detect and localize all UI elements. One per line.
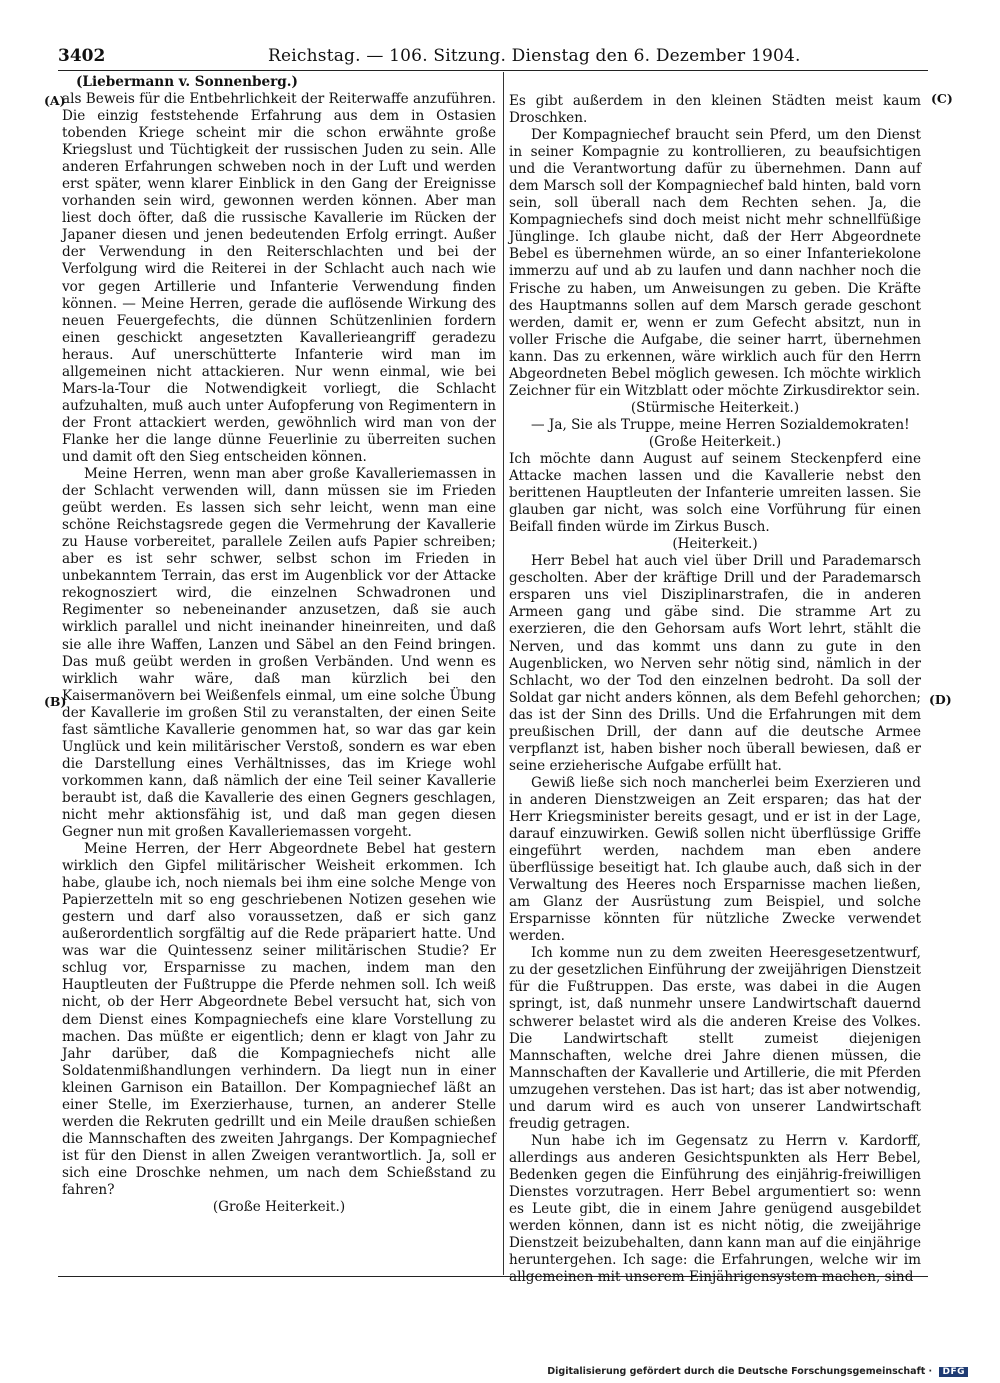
interjection: (Große Heiterkeit.) [648, 433, 782, 450]
header-rule [58, 70, 928, 71]
paragraph: Herr Bebel hat auch viel über Drill und Parademarsch gescholten. Aber der kräftige Drill und der Parademarsch ersparen uns viel Disziplinarstrafen, die in anderen Armeen gang und gäbe sind. Die stramme Art zu exerzieren, die den Gehorsam aufs Wort lehrt, stählt die Nerven, und das kommt uns dann zu gute in den Augenblicken, wo Nerven sehr nötig sind, nämlich in der Schlacht, wo der Tod den einzelnen bedroht. Da soll der Soldat gar nicht anders können, als dem Befehl gehorchen; das ist der Sinn des Drills. Und die Erfahrungen mit dem preußischen Drill, der dann auf die deutsche Armee verpflanzt ist, haben bisher noch überall bewiesen, daß er seine erzieherische Aufgabe erfüllt hat. [509, 553, 921, 774]
paragraph: Meine Herren, der Herr Abgeordnete Bebel hat gestern wirklich den Gipfel militärischer Weisheit erkommen. Ich habe, glaube ich, noch niemals bei ihm eine solche Menge von Papierzetteln mit so eng geschriebenen Notizen gesehen wie gestern und darf also voraussetzen, daß er sich ganz außerordentlich sorgfältig auf die Rede präpariert hatte. Und was war die Quintessenz seiner militärischen Studie? Er schlug vor, Ersparnisse zu machen, indem man den Hauptleuten der Fußtruppe die Pferde nehmen soll. Ich weiß nicht, ob der Herr Abgeordnete Bebel versucht hat, sich von dem Dienst eines Kompagniechefs eine klare Vorstellung zu machen. Das müßte er eigentlich; denn er klagt von Jahr zu Jahr darüber, daß die Kompagniechefs nicht alle Soldatenmißhandlungen verhindern. Da liegt nun in einer kleinen Garnison ein Bataillon. Der Kompagniechef läßt an einer Stelle, im Exerzierhause, turnen, an anderer Stelle werden die Rekruten gedrillt und ein Meile draußen schießen die Mannschaften des zweiten Jahrgangs. Der Kompagniechef ist für den Dienst in allen Zweigen verantwortlich. Ja, soll er sich eine Droschke nehmen, um nach dem Schießstand zu fahren? [62, 841, 496, 1198]
speaker-tag: (Liebermann v. Sonnenberg.) [76, 74, 298, 90]
paragraph: Ich komme nun zu dem zweiten Heeresgesetzentwurf, zu der gesetzlichen Einführung der zweijährigen Dienstzeit für die Fußtruppen. Das erste, was dabei in die Augen springt, ist, daß nunmehr unsere Landwirtschaft dauernd schwerer belastet wird als die anderen Kreise des Volkes. Die Landwirtschaft stellt zumeist diejenigen Mannschaften, welche drei Jahre dienen müssen, die Mannschaften der Kavallerie und Artillerie, die mit Pferden umzugehen verstehen. Das ist hart; das ist aber notwendig, und darum wird es auch von unserer Landwirtschaft freudig getragen. [509, 945, 922, 1132]
running-header [58, 44, 928, 68]
page-number: 3402 [58, 46, 106, 66]
dfg-logo: DFG [939, 1367, 968, 1377]
column-divider [503, 72, 504, 1275]
margin-label-c: (C) [931, 91, 953, 106]
digitization-credit [547, 1366, 968, 1380]
paragraph: Gewiß ließe sich noch mancherlei beim Exerzieren und in anderen Dienstzweigen an Zeit ersparen; das hat der Herr Kriegsminister bereits gesagt, und er ist in der Lage, darauf einzuwirken. Gewiß sollen nicht überflüssige Griffe eingeführt werden, nachdem man eben andere überflüssige beseitigt hat. Ich glaube auch, daß sich in der Verwaltung des Heeres noch Ersparnisse machen ließen, am Glanz der Ausrüstung zum Beispiel, und solche Ersparnisse könnten für nützliche Zwecke verwendet werden. [509, 774, 921, 945]
interjection: (Stürmische Heiterkeit.) [630, 399, 800, 416]
paragraph: Nun habe ich im Gegensatz zu Herrn v. Kardorff, allerdings aus anderen Gesichtspunkten als Herr Bebel, Bedenken gegen die Einführung des einjährig-freiwilligen Dienstes vorzutragen. Herr Bebel argumentiert so: wenn es Leute gibt, die in einem Jahre genügend ausgebildet werden können, dann ist es nicht nötig, die zweijährige Dienstzeit beizubehalten, dann kann man auf die einjährige heruntergehen. Ich sage: die Erfahrungen, welche wir im allgemeinen mit unserem Einjährigensystem machen, sind [509, 1132, 922, 1286]
margin-label-d: (D) [929, 692, 952, 707]
running-title: Reichstag. — 106. Sitzung. Dienstag den 6. Dezember 1904. [268, 46, 801, 66]
margin-label-b: (B) [44, 694, 67, 709]
right-column [509, 93, 921, 1286]
paragraph: als Beweis für die Entbehrlichkeit der Reiterwaffe anzuführen. Die einzig feststehende Erfahrung aus dem in Ostasien tobenden Kriege scheint mir die schon erwähnte große Kriegslust und Tüchtigkeit der russischen Juden zu sein. Alle anderen Erfahrungen schweben noch in der Luft und werden erst später, wenn klarer Einblick in den Gang der Ereignisse vorhanden sein wird, gewonnen werden können. Aber man liest doch öfter, daß die russische Kavallerie im Rücken der Japaner diesen und jenen bedeutenden Erfolg erringt. Außer der Verwendung in den Reiterschlachten und bei der Verfolgung wird die Reiterei in der Schlacht auch nach wie vor gegen Artillerie und Infanterie Verwendung finden können. — Meine Herren, gerade die auflösende Wirkung des neuen Feuergefechts, die dünnen Schützenlinien fordern einen geschickt angesetzten Kavallerieangriff geradezu heraus. Auf unerschütterte Infanterie wird man im allgemeinen nicht attackieren. Nur wenn einmal, wie bei Mars-la-Tour die Notwendigkeit vorliegt, die Schlacht aufzuhalten, muß auch unter Aufopferung von Regimentern in der Front attackiert werden, gewöhnlich wird man von der Flanke her die lange dünne Feuerlinie zu überreiten suchen und damit oft den Sieg entscheiden können. [62, 91, 496, 465]
paragraph: Es gibt außerdem in den kleinen Städten meist kaum Droschken. [509, 93, 921, 127]
paragraph: Ich möchte dann August auf seinem Steckenpferd eine Attacke machen lassen und die Kavallerie nebst den berittenen Hauptleuten der Infanterie umreiten lassen. Sie glauben gar nicht, was solch eine Vorführung für einen Beifall finden würde im Zirkus Busch. [509, 450, 921, 536]
interjection: (Große Heiterkeit.) [212, 1199, 346, 1216]
paragraph: Der Kompagniechef braucht sein Pferd, um den Dienst in seiner Kompagnie zu kontrollieren, zu beaufsichtigen und die Verantwortung dafür zu übernehmen. Dann auf dem Marsch soll der Kompagniechef bald hinten, bald vorn sein, soll überall nach dem Rechten sehen. Ja, die Kompagniechefs sind doch meist nicht mehr schnellfüßige Jünglinge. Ich glaube nicht, daß der Herr Abgeordnete Bebel es übernehmen würde, an so einer Infanteriekolone immerzu auf und ab zu laufen und dann nachher noch die Frische zu haben, um Anweisungen zu geben. Die Kräfte des Hauptmanns sollen auf dem Marsch gerade geschont werden, damit er, wenn er zum Gefecht absitzt, nun in voller Frische die Aufgabe, die seiner harrt, übernehmen kann. Das zu erkennen, wäre wirklich auch für den Herrn Abgeordneten Bebel möglich gewesen. Ich möchte wirklich Zeichner für ein Witzblatt oder möchte Zirkusdirektor sein. [509, 127, 921, 399]
credit-text: Digitalisierung gefördert durch die Deutsche Forschungsgemeinschaft · [547, 1366, 933, 1377]
paragraph: Meine Herren, wenn man aber große Kavalleriemassen in der Schlacht verwenden will, dann müssen sie im Frieden geübt werden. Es lassen sich sehr leicht, wenn man eine schöne Reichstagsrede gegen die Vermehrung der Kavallerie zu Hause vorbereitet, parallele Zeilen aufs Papier schreiben; aber es ist sehr schwer, selbst schon im Frieden in unbekanntem Terrain, das erst im Augenblick vor der Attacke rekognosziert wird, die einzelnen Schwadronen und Regimenter so nebeneinander anzusetzen, daß sie auch wirklich parallel und nicht ineinander hineinreiten, und daß sie alle ihre Waffen, Lanzen und Säbel an den Feind bringen. Das muß geübt werden in großen Verbänden. Und wenn es wirklich wahr wäre, daß man kürzlich bei den Kaisermanövern bei Weißenfels einmal, um eine solche Übung der Kavallerie im großen Stil zu veranstalten, der einen Seite fast sämtliche Kavallerie genommen hat, so war das gar kein Unglück und kein militärischer Verstoß, sondern es war eben die Darstellung eines Verhältnisses, das im Kriege wohl vorkommen kann, daß nämlich der eine Teil seiner Kavallerie beraubt ist, daß die Kavallerie des einen Gegners geschlagen, nicht mehr aktionsfähig ist, und daß man gegen diesen Gegner nun mit großen Kavalleriemassen vorgeht. [62, 466, 496, 841]
left-column [62, 91, 496, 1216]
margin-label-a: (A) [44, 93, 66, 108]
paragraph: — Ja, Sie als Truppe, meine Herren Sozialdemokraten! [531, 416, 910, 433]
interjection: (Heiterkeit.) [672, 536, 758, 553]
